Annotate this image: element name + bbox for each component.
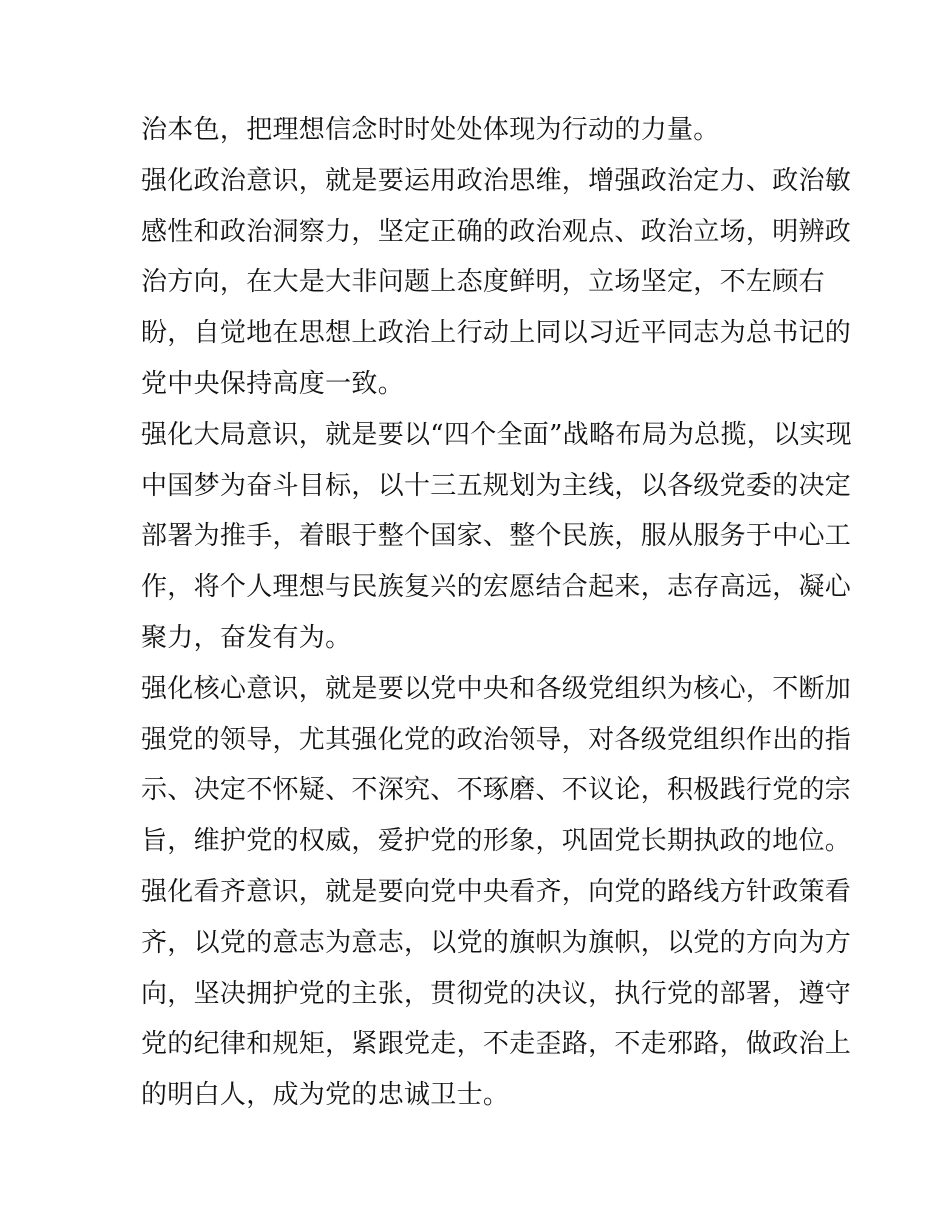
body-text — [141, 105, 852, 1121]
text-line: 党中央保持高度一致。 — [141, 368, 405, 399]
text-line: 中国梦为奋斗目标，以十三五规划为主线，以各级党委的决定 — [141, 470, 852, 501]
text-line: 的明白人，成为党的忠诚卫士。 — [141, 1080, 510, 1111]
text-line: 示、决定不怀疑、不深究、不琢磨、不议论，积极践行党的宗 — [141, 775, 852, 806]
text-line: 盼，自觉地在思想上政治上行动上同以习近平同志为总书记的 — [141, 318, 852, 349]
text-line: 旨，维护党的权威，爱护党的形象，巩固党长期执政的地位。 — [141, 826, 852, 857]
text-line: 党的纪律和规矩，紧跟党走，不走歪路，不走邪路，做政治上 — [141, 1029, 852, 1060]
text-line: 强化大局意识，就是要以“四个全面”战略布局为总揽，以实现 — [141, 419, 852, 450]
text-line: 部署为推手，着眼于整个国家、整个民族，服从服务于中心工 — [141, 521, 852, 552]
text-line: 强化核心意识，就是要以党中央和各级党组织为核心，不断加 — [141, 673, 852, 704]
text-line: 治方向，在大是大非问题上态度鲜明，立场坚定，不左顾右 — [141, 267, 825, 298]
text-line: 作，将个人理想与民族复兴的宏愿结合起来，志存高远，凝心 — [141, 572, 852, 603]
text-line: 强化看齐意识，就是要向党中央看齐，向党的路线方针政策看 — [141, 876, 852, 907]
text-line: 感性和政治洞察力，坚定正确的政治观点、政治立场，明辨政 — [141, 216, 852, 247]
text-line: 强化政治意识，就是要运用政治思维，增强政治定力、政治敏 — [141, 165, 852, 196]
text-line: 治本色，把理想信念时时处处体现为行动的力量。 — [141, 115, 720, 145]
text-line: 向，坚决拥护党的主张，贯彻党的决议，执行党的部署，遵守 — [141, 978, 852, 1009]
text-line: 强党的领导，尤其强化党的政治领导，对各级党组织作出的指 — [141, 724, 852, 755]
text-line: 齐，以党的意志为意志，以党的旗帜为旗帜，以党的方向为方 — [141, 927, 852, 958]
text-line: 聚力，奋发有为。 — [141, 622, 352, 653]
